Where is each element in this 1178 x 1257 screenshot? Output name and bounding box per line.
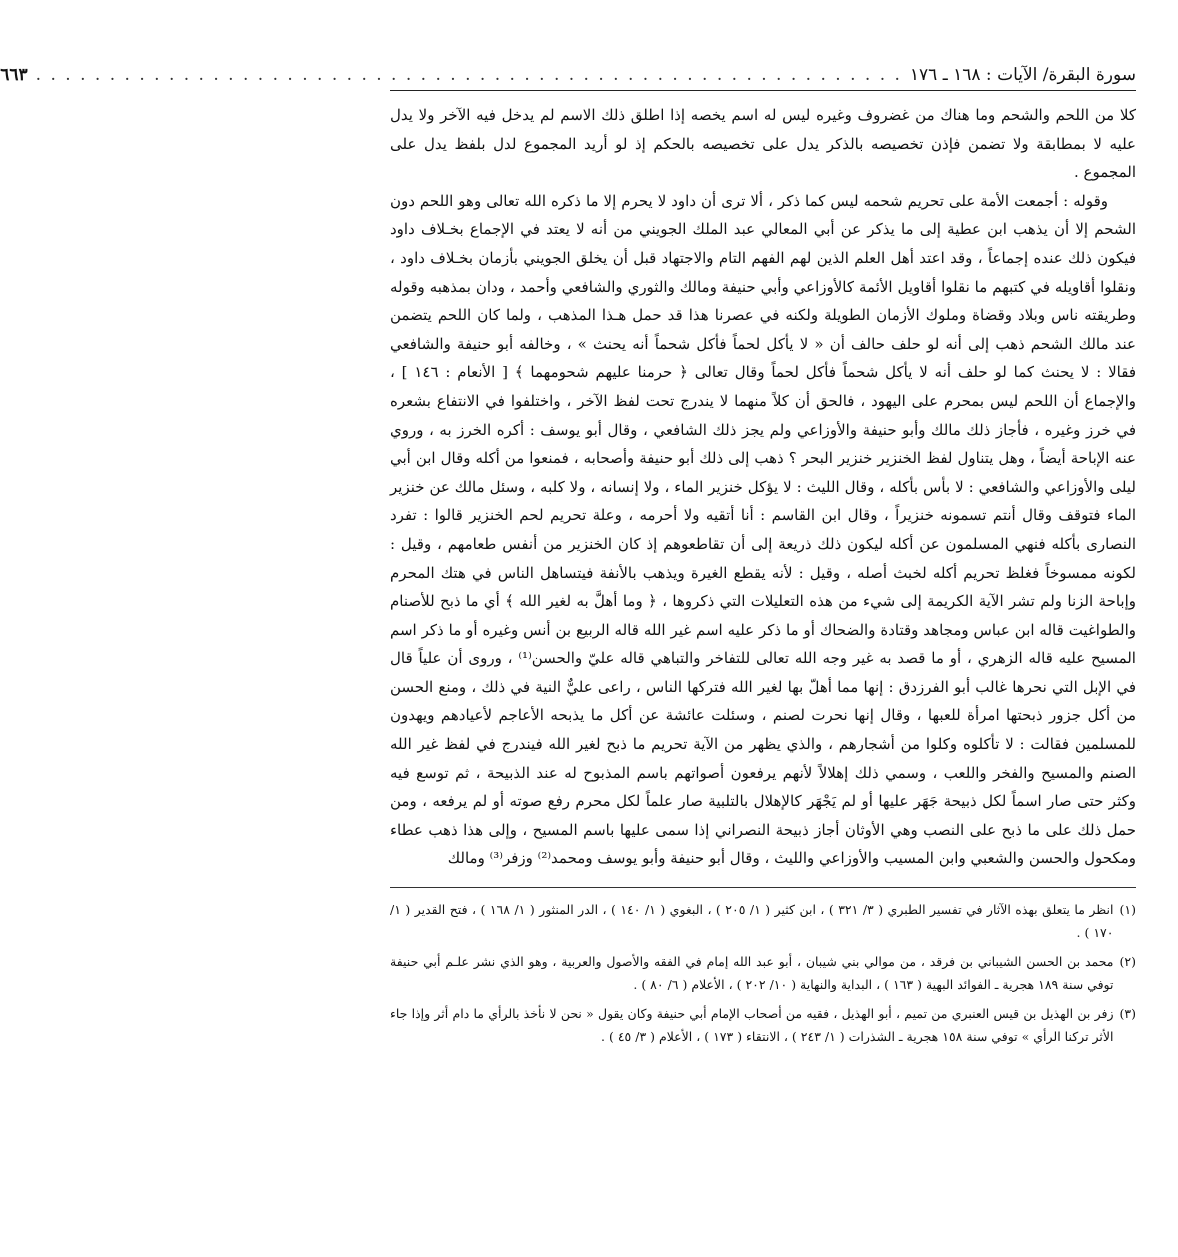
footnote-divider <box>390 887 1136 888</box>
main-text <box>390 101 1136 873</box>
paragraph-commentary: وقوله : أجمعت الأمة على تحريم شحمه ليس كما ذكر ، ألا ترى أن داود لا يحرم إلا ما ذكره الله تعالى وهو اللحم دون الشحم إلا أن يذهب ابن عطية إلى ما يذكر عن أبي المعالي عبد الملك الجويني من أنه لا يعتد في الإجماع بخـلاف داود فيكون ذلك عنده إجماعاً ، وقد اعتد أهل العلم الذين لهم الفهم التام والاجتهاد قبل أن يخلق الجويني بأزمان بخـلاف داود ، ونقلوا أقاويله في كتبهم ما نقلوا أقاويل الأئمة كالأوزاعي وأبي حنيفة ومالك والثوري والشافعي وأحمد ، ودان بمذهبه وقوله وطريقته ناس وبلاد وقضاة وملوك الأزمان الطويلة ولكنه في عصرنا هذا قد حمل هـذا المذهب ، ولما كان اللحم يتضمن عند مالك الشحم ذهب إلى أنه لو حلف حالف أن « لا يأكل لحماً فأكل شحماً أنه يحنث » ، وخالفه أبو حنيفة والشافعي فقالا : لا يحنث كما لو حلف أنه لا يأكل شحماً فأكل لحماً وقال تعالى ﴿ حرمنا عليهم شحومهما ﴾ [ الأنعام : ١٤٦ ] ، والإجماع أن اللحم ليس بمحرم على اليهود ، فالحق أن كلاً منهما لا يندرج تحت لفظ الآخر ، واختلفوا في الانتفاع بشعره في خرز وغيره ، فأجاز ذلك مالك وأبو حنيفة والأوزاعي ولم يجز ذلك الشافعي ، وقال أبو يوسف : أكره الخرز به ، وروي عنه الإباحة أيضاً ، وهل يتناول لفظ الخنزير خنزير البحر ؟ ذهب إلى ذلك أبو حنيفة وأصحابه ، فمنعوا من أكله وقال ابن أبي ليلى والأوزاعي والشافعي : لا بأس بأكله ، وقال الليث : لا يؤكل خنزير الماء ، ولا إنسانه ، ولا كلبه ، وسئل مالك عن خنزير الماء فتوقف وقال أنتم تسمونه خنزيراً ، وقال ابن القاسم : أنا أتقيه ولا أحرمه ، وعلة تحريم لحم الخنزير قالوا : تفرد النصارى بأكله فنهي المسلمون عن أكله ليكون ذلك ذريعة إلى أن تقاطعوهم إذ كان الخنزير من أنفس طعامهم ، وقيل : لكونه ممسوخاً فغلظ تحريم أكله لخبث أصله ، وقيل : لأنه يقطع الغيرة ويذهب بالأنفة فيتساهل الناس في هتك المحرم وإباحة الزنا ولم تشر الآية الكريمة إلى شيء من هذه التعليلات التي ذكروها ، ﴿ وما أهلَّ به لغير الله ﴾ أي ما ذبح للأصنام والطواغيت قاله ابن عباس ومجاهد وقتادة والضحاك أو ما ذكر عليه اسم غير الله قاله الربيع بن أنس وغيره أو ما ذكر اسم المسيح عليه قاله الزهري ، أو ما قصد به غير وجه الله تعالى للتفاخر والتباهي قاله عليّ والحسن⁽¹⁾ ، وروى أن علياً قال في الإبل التي نحرها غالب أبو الفرزدق : إنها مما أهلّ بها لغير الله فتركها الناس ، راعى عليٌّ النية في ذلك ، ومنع الحسن من أكل جزور ذبحتها امرأة للعبها ، وقال إنها نحرت لصنم ، وسئلت عائشة عن أكل ما يذبحه الأعاجم لأعيادهم ويهدون للمسلمين فقالت : لا تأكلوه وكلوا من أشجارهم ، والذي يظهر من الآية تحريم ما ذبح لغير الله فيندرج في لفظ غير الله الصنم والمسيح والفخر واللعب ، وسمي ذلك إهلالاً لأنهم يرفعون أصواتهم باسم المذبوح له عند الذبيحة ، ثم توسع فيه وكثر حتى صار اسماً لكل ذبيحة جَهَر عليها أو لم يَجْهَر كالإهلال بالتلبية صار علماً لكل محرم رفع صوته أو لم يرفعه ، ومن حمل ذلك على ما ذبح على النصب وهي الأوثان أجاز ذبيحة النصراني إذا سمى عليها باسم المسيح ، وإلى هذا ذهب عطاء ومكحول والحسن والشعبي وابن المسيب والأوزاعي والليث ، وقال أبو حنيفة وأبو يوسف ومحمد⁽²⁾ وزفر⁽³⁾ ومالك <box>390 191 1136 868</box>
running-header <box>0 62 1136 91</box>
footnote-text: محمد بن الحسن الشيباني بن فرقد ، من موالي بني شيبان ، أبو عبد الله إمام في الفقه والأصول والعربية ، وهو الذي نشر علـم أبي حنيفة توفي سنة ١٨٩ هجرية ـ الفوائد البهية ( ١٦٣ ) ، البداية والنهاية ( ١٠/ ٢٠٢ ) ، الأعلام ( ٦/ ٨٠ ) . <box>390 954 1114 993</box>
footnote-text: زفر بن الهذيل بن قيس العنبري من تميم ، أبو الهذيل ، فقيه من أصحاب الإمام أبي حنيفة وكان يقول « نحن لا نأخذ بالرأي ما دام أثر وإذا جاء الأثر تركنا الرأي » توفي سنة ١٥٨ هجرية ـ الشذرات ( ١/ ٢٤٣ ) ، الانتقاء ( ١٧٣ ) ، الأعلام ( ٣/ ٤٥ ) . <box>390 1006 1114 1045</box>
footnotes <box>390 898 1136 1048</box>
footnote-2 <box>390 950 1136 996</box>
book-page <box>0 62 1136 1054</box>
footnote-number: (١) <box>1119 902 1136 918</box>
footnote-3 <box>390 1002 1136 1048</box>
footnote-1 <box>390 898 1136 944</box>
footnote-text: انظر ما يتعلق بهذه الآثار في تفسير الطبري ( ٣/ ٣٢١ ) ، ابن كثير ( ١/ ٢٠٥ ) ، البغوي ( ١/ ١٤٠ ) ، الدر المنثور ( ١/ ١٦٨ ) ، فتح القدير ( ١/ ١٧٠ ) . <box>390 902 1114 941</box>
footnote-number: (٢) <box>1119 954 1136 970</box>
paragraph-continuation: كلا من اللحم والشحم وما هناك من غضروف وغيره ليس له اسم يخصه إذا اطلق ذلك الاسم لم يدخل فيه الآخر ولا يدل عليه لا بمطابقة ولا تضمن فإذن تخصيصه بالذكر يدل على تخصيصه بالحكم إذ لو أريد المجموع لدل بلفظ يدل على المجموع . <box>390 106 1136 182</box>
running-title: سورة البقرة/ الآيات : ١٦٨ ـ ١٧٦ <box>909 65 1136 85</box>
dot-leader: . . . . . . . . . . . . . . . . . . . . . . . . . . . . . . . . . . . . . . . . . . . . . . . . . . . . . . . . . . . <box>35 65 902 85</box>
page-number: ٦٦٣ <box>0 65 28 85</box>
footnote-number: (٣) <box>1119 1006 1136 1022</box>
